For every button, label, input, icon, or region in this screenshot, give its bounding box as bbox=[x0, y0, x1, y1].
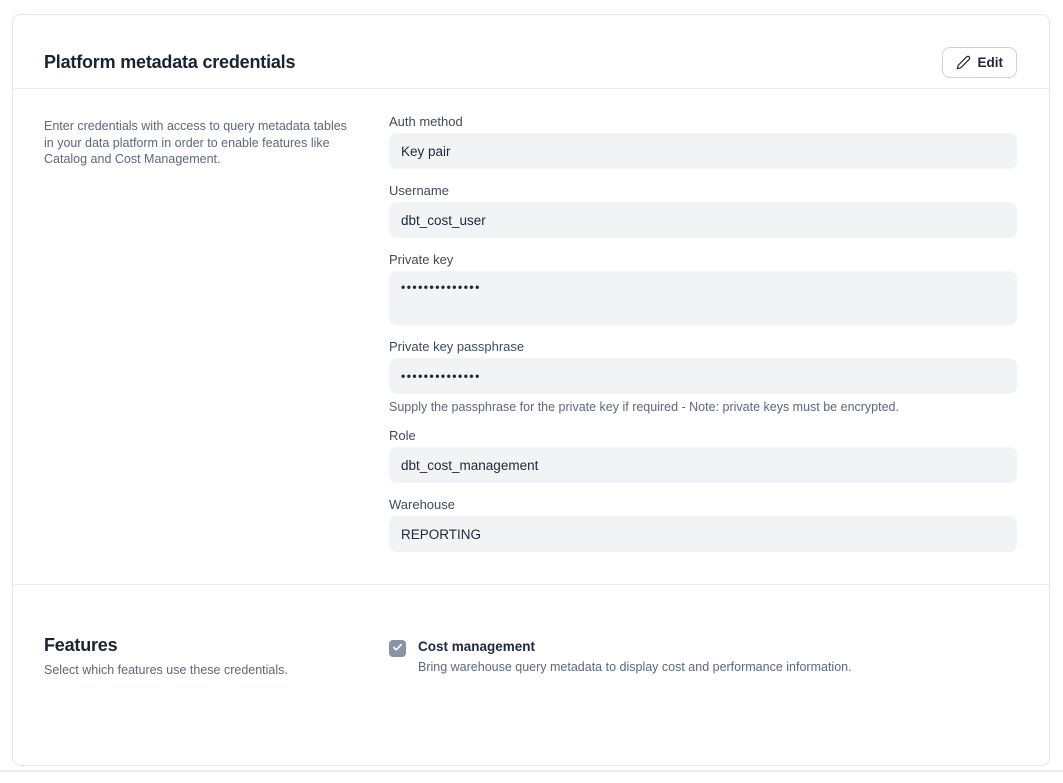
auth-method-label: Auth method bbox=[389, 114, 463, 129]
private-key-label: Private key bbox=[389, 252, 454, 267]
feature-description: Bring warehouse query metadata to display cost and performance information. bbox=[418, 660, 852, 674]
private-key-passphrase-label: Private key passphrase bbox=[389, 339, 525, 354]
card-header bbox=[13, 15, 1049, 89]
credentials-card bbox=[12, 14, 1050, 766]
features-title: Features bbox=[44, 635, 118, 655]
features-list bbox=[389, 635, 1017, 677]
warehouse-value: REPORTING bbox=[401, 526, 482, 542]
private-key-passphrase-input[interactable] bbox=[389, 358, 1017, 394]
check-icon bbox=[392, 640, 403, 658]
field-private-key bbox=[389, 252, 1017, 325]
role-label: Role bbox=[389, 428, 416, 443]
credentials-form bbox=[389, 114, 1017, 552]
username-input[interactable] bbox=[389, 202, 1017, 238]
cost-management-checkbox[interactable] bbox=[389, 640, 406, 657]
next-card-top-edge bbox=[0, 770, 1063, 772]
credentials-section bbox=[13, 89, 1049, 585]
field-warehouse bbox=[389, 497, 1017, 552]
feature-label: Cost management bbox=[418, 639, 536, 654]
edit-button-label: Edit bbox=[977, 55, 1003, 70]
role-input[interactable] bbox=[389, 447, 1017, 483]
private-key-input[interactable] bbox=[389, 271, 1017, 325]
field-username bbox=[389, 183, 1017, 238]
field-role bbox=[389, 428, 1017, 483]
warehouse-label: Warehouse bbox=[389, 497, 455, 512]
features-intro bbox=[44, 635, 357, 677]
auth-method-value: Key pair bbox=[401, 143, 451, 159]
credentials-intro bbox=[44, 114, 357, 552]
features-subtitle: Select which features use these credentials. bbox=[44, 663, 288, 677]
private-key-passphrase-value: •••••••••••••• bbox=[401, 369, 481, 383]
features-section bbox=[13, 585, 1049, 677]
private-key-value: •••••••••••••• bbox=[401, 280, 481, 294]
username-value: dbt_cost_user bbox=[401, 212, 486, 228]
private-key-passphrase-helper: Supply the passphrase for the private key if required - Note: private keys must be encrypted. bbox=[389, 400, 899, 414]
credentials-description: Enter credentials with access to query metadata tables in your data platform in order to enable features like Catalog and Cost Management. bbox=[44, 119, 347, 166]
field-auth-method bbox=[389, 114, 1017, 169]
field-private-key-passphrase bbox=[389, 339, 1017, 414]
role-value: dbt_cost_management bbox=[401, 457, 539, 473]
feature-text bbox=[418, 639, 852, 674]
warehouse-input[interactable] bbox=[389, 516, 1017, 552]
username-label: Username bbox=[389, 183, 449, 198]
page-title: Platform metadata credentials bbox=[44, 52, 296, 72]
edit-button[interactable] bbox=[942, 47, 1018, 78]
feature-item-cost-management bbox=[389, 639, 1017, 674]
auth-method-input[interactable] bbox=[389, 133, 1017, 169]
pencil-icon bbox=[956, 55, 971, 70]
